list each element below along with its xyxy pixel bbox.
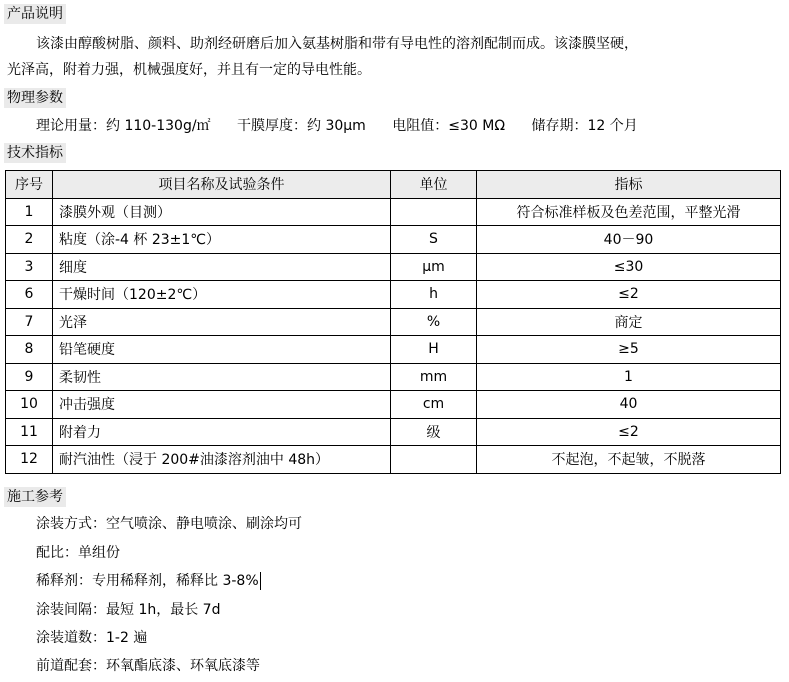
row-spec: ≥5: [477, 336, 781, 364]
row-index: 6: [6, 281, 53, 309]
physical-parameters-line: [36, 116, 660, 136]
row-unit: h: [391, 281, 477, 309]
row-unit: [391, 198, 477, 226]
row-item: 粘度（涂-4 杯 23±1℃）: [53, 226, 391, 254]
row-index: 10: [6, 391, 53, 419]
construction-item: 涂装方式：空气喷涂、静电喷涂、刷涂均可: [36, 516, 302, 532]
row-spec: ≤30: [477, 253, 781, 281]
row-index: 2: [6, 226, 53, 254]
header-index: 序号: [6, 171, 53, 199]
row-index: 11: [6, 418, 53, 446]
row-unit: 级: [391, 418, 477, 446]
row-index: 8: [6, 336, 53, 364]
theoretical-usage: 理论用量：约 110-130g/㎡: [36, 118, 211, 134]
row-item: 柔韧性: [53, 363, 391, 391]
row-spec: 商定: [477, 308, 781, 336]
construction-item: 前道配套：环氧酯底漆、环氧底漆等: [36, 658, 260, 674]
table-row: [6, 363, 781, 391]
row-unit: μm: [391, 253, 477, 281]
row-item: 耐汽油性（浸于 200#油漆溶剂油中 48h）: [53, 446, 391, 474]
row-spec: 符合标准样板及色差范围，平整光滑: [477, 198, 781, 226]
table-row: [6, 418, 781, 446]
row-spec: ≤2: [477, 281, 781, 309]
row-spec: 不起泡，不起皱，不脱落: [477, 446, 781, 474]
construction-item-text: 稀释剂：专用稀释剂，稀释比 3-8%: [36, 573, 259, 589]
row-unit: [391, 446, 477, 474]
product-description-line-1: 该漆由醇酸树脂、颜料、助剂经研磨后加入氨基树脂和带有导电性的溶剂配制而成。该漆膜坚硬，: [36, 36, 638, 52]
row-unit: S: [391, 226, 477, 254]
table-row: [6, 308, 781, 336]
row-index: 1: [6, 198, 53, 226]
table-row: [6, 253, 781, 281]
construction-item: 配比：单组份: [36, 545, 120, 561]
table-row: [6, 391, 781, 419]
row-index: 7: [6, 308, 53, 336]
row-unit: cm: [391, 391, 477, 419]
construction-item: 涂装间隔：最短 1h，最长 7d: [36, 602, 221, 618]
table-row: [6, 446, 781, 474]
row-unit: %: [391, 308, 477, 336]
construction-item-diluent[interactable]: [36, 571, 261, 591]
row-item: 光泽: [53, 308, 391, 336]
table-row: [6, 336, 781, 364]
table-row: [6, 226, 781, 254]
resistance-value: 电阻值：≤30 MΩ: [392, 118, 506, 134]
row-unit: H: [391, 336, 477, 364]
construction-reference-heading: 施工参考: [4, 487, 66, 507]
header-unit: 单位: [391, 171, 477, 199]
technical-specs-table: [5, 170, 781, 474]
row-item: 干燥时间（120±2℃）: [53, 281, 391, 309]
product-description-heading: 产品说明: [4, 4, 66, 24]
table-row: [6, 281, 781, 309]
row-index: 3: [6, 253, 53, 281]
technical-specs-heading: 技术指标: [4, 143, 66, 163]
product-description-line-2: 光泽高，附着力强，机械强度好，并且有一定的导电性能。: [7, 62, 371, 78]
row-unit: mm: [391, 363, 477, 391]
physical-parameters-heading: 物理参数: [4, 88, 66, 108]
row-item: 冲击强度: [53, 391, 391, 419]
row-spec: 40: [477, 391, 781, 419]
construction-item: 涂装道数：1-2 遍: [36, 630, 148, 646]
row-item: 漆膜外观（目测）: [53, 198, 391, 226]
storage-period: 储存期：12 个月: [531, 118, 638, 134]
row-item: 铅笔硬度: [53, 336, 391, 364]
row-spec: ≤2: [477, 418, 781, 446]
row-item: 细度: [53, 253, 391, 281]
dry-film-thickness: 干膜厚度：约 30μm: [237, 118, 366, 134]
row-spec: 40－90: [477, 226, 781, 254]
table-header-row: [6, 171, 781, 199]
row-index: 9: [6, 363, 53, 391]
row-item: 附着力: [53, 418, 391, 446]
text-cursor: [260, 572, 261, 590]
row-index: 12: [6, 446, 53, 474]
header-item: 项目名称及试验条件: [53, 171, 391, 199]
row-spec: 1: [477, 363, 781, 391]
table-row: [6, 198, 781, 226]
header-spec: 指标: [477, 171, 781, 199]
